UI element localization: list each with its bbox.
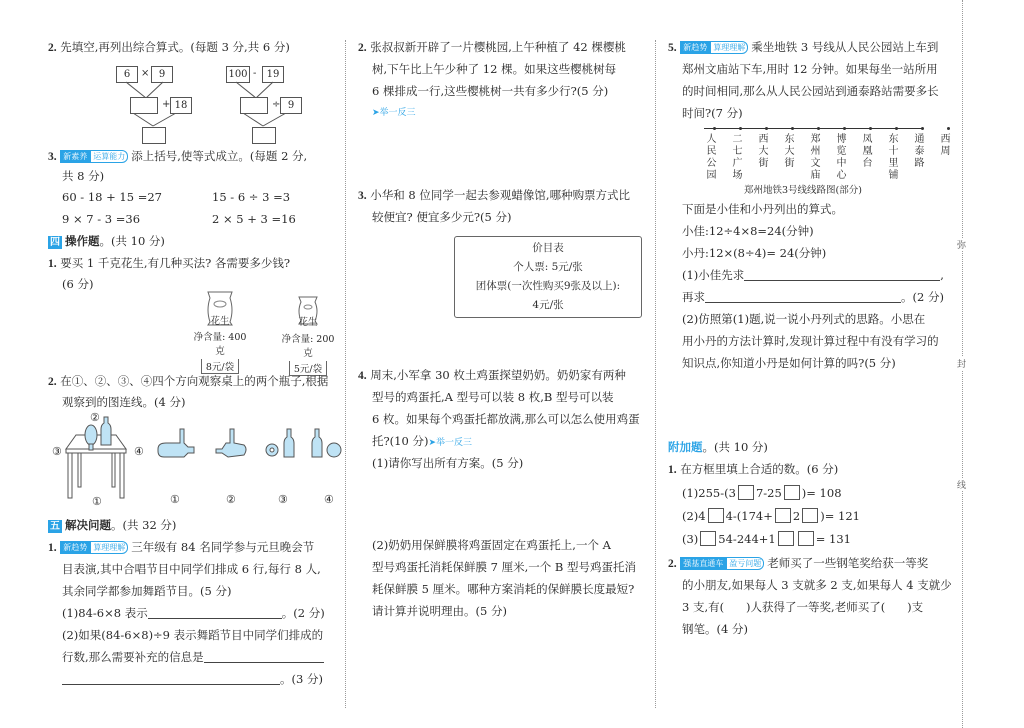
- tag-skill: 运算能力: [90, 150, 128, 163]
- subway-station: 郑州文庙: [810, 134, 821, 181]
- digit-box[interactable]: [708, 508, 724, 523]
- answer-box[interactable]: [240, 97, 268, 114]
- subway-station: 西大街: [758, 134, 769, 182]
- subway-station: 西周: [940, 134, 951, 182]
- section-header-5: 五 解决问题。(共 32 分): [50, 518, 177, 532]
- digit-box[interactable]: [784, 485, 800, 500]
- answer-blank[interactable]: [148, 618, 282, 619]
- answer-box[interactable]: [252, 127, 276, 144]
- question-wax-museum: 3. 小华和 8 位同学一起去参观蜡像馆,哪种购票方式比: [358, 188, 631, 202]
- column-middle: 2. 张叔叔新开辟了一片樱桃园,上午种植了 42 棵樱桃 树,下午比上午少种了 12 棵。如果这些樱桃树每 6 棵排成一行,这些樱桃树一共有多少行?(5 分) ➤举一反三 3. 小华和 8 位同学一起去参观蜡像馆,哪种购票方式比 较便宜? 便宜多少元?(5 分) 价目表 个人票: 5元/张 团体票(一次性购买9张及以上): 4元/张 4. 周末,小军拿 30 枚土鸡蛋探望奶奶。奶奶家有两种 型号的鸡蛋托,A 型号可以装 8 枚,B 型号可以装 6 枚。如果每个鸡蛋托都放满,那么可以怎么使用鸡蛋 托?(10 分)➤举一反三 (1)请你写出所有方案。(5 分) (2)奶奶用保鲜膜将鸡蛋固定在鸡蛋托上,一个 A 型号鸡蛋托消耗保鲜膜 7 厘米,一个 B 型号鸡蛋托消 耗保鲜膜 5 厘米。哪种方案消耗的保鲜膜长度最短? 请计算并说明理由。(5 分): [358, 0, 648, 728]
- answer-blank[interactable]: [744, 280, 940, 281]
- bonus-header: 附加题。(共 10 分): [668, 440, 768, 454]
- peanut-bag-200g: 花生 净含量: 200克 5元/袋: [278, 295, 338, 376]
- view-label: ①: [170, 493, 180, 506]
- subway-station: 凤凰台: [862, 134, 873, 182]
- practice-link[interactable]: ➤举一反三: [428, 438, 472, 448]
- question-fill-digits: 1. 在方框里填上合适的数。(6 分): [668, 462, 839, 476]
- price-tag: 5元/袋: [289, 361, 327, 376]
- question-peanuts: 1. 要买 1 千克花生,有几种买法? 各需要多少钱?: [48, 256, 291, 270]
- digit-box[interactable]: [778, 531, 794, 546]
- digit-box[interactable]: [738, 485, 754, 500]
- subway-station: 东大街: [784, 134, 795, 182]
- bottle-views: [154, 423, 354, 463]
- answer-blank[interactable]: [204, 662, 324, 663]
- equation: 9 × 7 - 3 =36: [62, 212, 141, 226]
- question-bottles: 2. 在①、②、③、④四个方向观察桌上的两个瓶子,根据: [48, 374, 329, 388]
- digit-box[interactable]: [700, 531, 716, 546]
- equation: 2 × 5 + 3 =16: [212, 212, 296, 226]
- question-cherry-trees: 2. 张叔叔新开辟了一片樱桃园,上午种植了 42 棵樱桃: [358, 40, 626, 54]
- equation: 15 - 6 ÷ 3 =3: [212, 190, 291, 204]
- section-header-4: 四 操作题。(共 10 分): [50, 234, 165, 248]
- column-right: 5. 新趋势 算理理解 乘坐地铁 3 号线从人民公园站上车到 郑州文庙站下车,用时 12 分钟。如果每坐一站所用 的时间相同,那么从人民公园站到通泰路站需要多长 时间?(7 分) 人民公园 二七广场 西大街 东大街 郑州文庙 博览中心 凤凰台 东十里铺 通泰路 西周 郑州地铁3号线线路图(部分) 下面是小佳和小丹列出的算式。 小佳:12÷4×8=24(分钟) 小丹:12×(8÷4)= 24(分钟) (1)小佳先求 , 再求 。(2 分) (2)仿照第(1)题,说一说小丹列式的思路。小思在 用小丹的方法计算时,发现计算过程中有没有学习的 知识点,你知道小丹是如何计算的吗?(5 分) 附加题。(共 10 分) 1. 在方框里填上合适的数。(6 分) (1)255-(3 7-25 )= 108 (2)4 4-(174+ 2 )= 121 (3) 54-244+1 = 131 2. 强基直通车 盈亏问题 老师买了一些钢笔奖给获一等奖 的小朋友,如果每人 3 支就多 2 支,如果每人 4 支就少 3 支,有( )人获得了一等奖,老师买了( )支 钢笔。(4 分): [668, 40, 952, 636]
- column-divider: [655, 40, 656, 708]
- digit-box[interactable]: [802, 508, 818, 523]
- question-egg-trays: 4. 周末,小军拿 30 枚土鸡蛋探望奶奶。奶奶家有两种: [358, 368, 626, 382]
- digit-box[interactable]: [798, 531, 814, 546]
- subway-station: 人民公园: [706, 134, 717, 181]
- question-subway: 5. 新趋势 算理理解 乘坐地铁 3 号线从人民公园站上车到: [668, 40, 939, 54]
- column-left: 2. 先填空,再列出综合算式。(每题 3 分,共 6 分) 6 × 9 + 18 100 - 19 ÷ 9 3. 新素养 运算能力 添上括号,使等式成立。(每题 2 分, 共 8 分) 60 - 18 + 15 =27 15 - 6 ÷ 3 =3 9 × 7 - 3 =36 2 × 5 + 3 =16 四 操作题。(共 10 分) 1. 要买 1 千克花生,有几种买法? 各需要多少钱? (6 分) 花生 净含量: 400克 8元/袋 花生 净含量: 200克 5元/袋 2. 在①、②、③、④四个方向观察桌上的两个瓶子,根据 观察到的图连线。(4 分) ② ③ ④ ① ① ② ③ ④ 五 解决问题。(共 32 分) 1. 新趋势 算理理解 三年级有 84 名同学参与元旦晚会节 目表演,其中合唱节目中同学们排成 6 行,每行 8 人, 其余同学都参加舞蹈节目。(5 分) (1)84-6×8 表示 。(2 分) (2)如果(84-6×8)÷9 表示舞蹈节目中同学们排成的 行数,那么需要补充的信息是 。(3 分): [48, 0, 338, 728]
- binding-char: 线: [957, 478, 966, 491]
- binding-char: 弥: [957, 238, 966, 251]
- subway-station: 二七广场: [732, 134, 743, 181]
- table-with-bottles: [52, 415, 142, 505]
- digit-box[interactable]: [775, 508, 791, 523]
- subway-station: 东十里铺: [888, 134, 899, 181]
- bottle-figure: ② ③ ④ ① ① ② ③ ④: [48, 415, 338, 510]
- binding-char: 封: [957, 357, 966, 370]
- tag-new-literacy: 新素养: [60, 150, 90, 163]
- question-fill-tree: 2. 先填空,再列出综合算式。(每题 3 分,共 6 分): [48, 40, 290, 54]
- subway-station: 博览中心: [836, 134, 847, 181]
- view-label: ②: [226, 493, 236, 506]
- answer-blank[interactable]: [62, 684, 280, 685]
- answer-blank[interactable]: [705, 302, 901, 303]
- question-performance: 1. 新趋势 算理理解 三年级有 84 名同学参与元旦晚会节: [48, 540, 315, 554]
- question-pens: 2. 强基直通车 盈亏问题 老师买了一些钢笔奖给获一等奖: [668, 556, 929, 570]
- price-tag: 8元/袋: [201, 359, 239, 374]
- price-table: 价目表 个人票: 5元/张 团体票(一次性购买9张及以上): 4元/张: [454, 236, 642, 318]
- answer-box[interactable]: [142, 127, 166, 144]
- peanut-bag-400g: 花生 净含量: 400克 8元/袋: [190, 290, 250, 374]
- view-label: ③: [278, 493, 288, 506]
- column-divider: [345, 40, 346, 708]
- question-parentheses: 3. 新素养 运算能力 添上括号,使等式成立。(每题 2 分,: [48, 149, 308, 163]
- equation: 60 - 18 + 15 =27: [62, 190, 162, 204]
- answer-box[interactable]: [130, 97, 158, 114]
- practice-link[interactable]: ➤举一反三: [372, 108, 416, 118]
- subway-station: 通泰路: [914, 134, 925, 182]
- view-label: ④: [324, 493, 334, 506]
